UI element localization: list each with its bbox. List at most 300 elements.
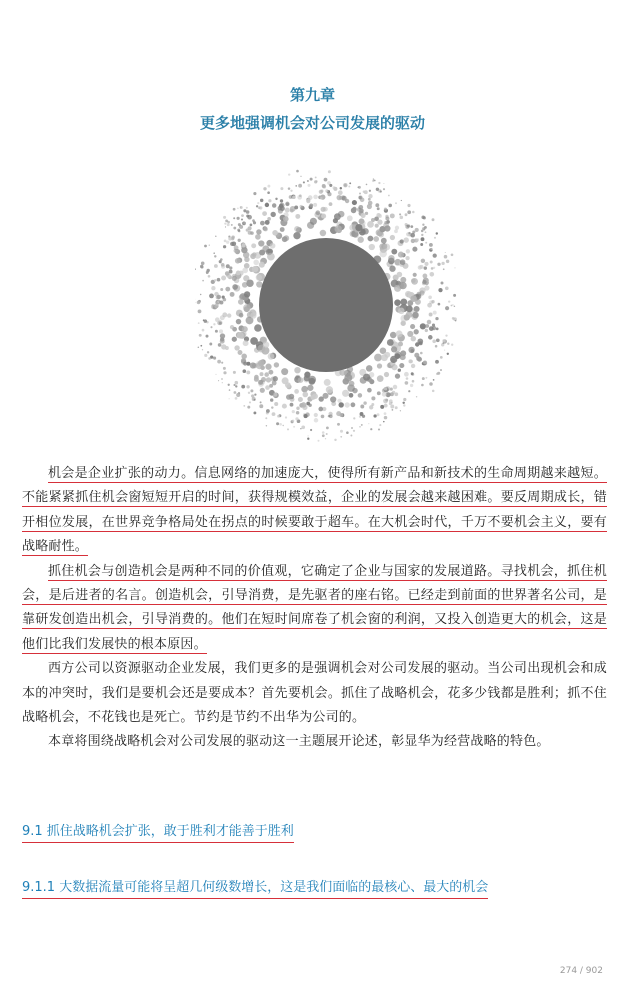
- scatter-dot: [410, 295, 417, 302]
- scatter-dot: [436, 374, 437, 375]
- scatter-dot: [243, 369, 247, 373]
- highlighted-text: 抓住机会与创造机会是两种不同的价值观，它确定了企业与国家的发展道路。寻找机会，抓住机会，是后进者的名言。创造机会，引导消费，是先驱者的座右铭。已经走到前面的世界著名公司，是靠研发创造出机会，引导消费的。他们在短时间席卷了机会窗的利润，又投入创造更大的机会，这是他们比我们发展快的根本原因。: [22, 563, 607, 652]
- scatter-dot: [225, 287, 230, 292]
- scatter-dot: [408, 347, 414, 353]
- scatter-dot: [247, 215, 252, 220]
- scatter-dot: [260, 199, 263, 202]
- scatter-dot: [313, 203, 317, 207]
- section-heading-label: 9.1.1 大数据流量可能将呈超几何级数增长，这是我们面临的最核心、最大的机会: [22, 880, 488, 899]
- scatter-dot: [252, 266, 258, 272]
- scatter-dot: [425, 231, 427, 233]
- scatter-dot: [225, 346, 229, 350]
- scatter-dot: [195, 268, 196, 270]
- scatter-dot: [285, 208, 290, 213]
- scatter-dot: [242, 268, 248, 274]
- scatter-dot: [308, 184, 311, 187]
- scatter-dot: [424, 285, 429, 290]
- paragraph-2: [22, 560, 607, 658]
- page-number: 274 / 902: [559, 966, 603, 976]
- scatter-dot: [423, 274, 428, 279]
- scatter-dot: [274, 402, 278, 406]
- scatter-dot: [340, 430, 343, 433]
- scatter-dot: [320, 197, 323, 200]
- scatter-dot: [406, 249, 410, 253]
- scatter-dot: [430, 261, 433, 264]
- scatter-dot: [326, 433, 328, 435]
- scatter-dot: [237, 229, 240, 232]
- scatter-dot: [262, 211, 267, 216]
- scatter-dot: [231, 224, 233, 226]
- scatter-dot: [257, 202, 259, 204]
- scatter-dot: [222, 295, 225, 298]
- scatter-dot: [425, 242, 427, 244]
- scatter-dot: [391, 402, 393, 404]
- scatter-dot: [423, 228, 425, 230]
- scatter-dot: [256, 281, 262, 287]
- scatter-dot: [209, 293, 214, 298]
- scatter-dot: [422, 377, 425, 380]
- scatter-dot: [248, 392, 250, 394]
- scatter-dot: [293, 426, 295, 428]
- scatter-dot: [298, 377, 304, 383]
- scatter-dot: [391, 249, 397, 255]
- paragraph-4: [22, 730, 607, 754]
- scatter-dot: [408, 232, 410, 234]
- scatter-dot: [219, 329, 223, 333]
- scatter-dot: [219, 300, 223, 304]
- scatter-dot: [300, 205, 303, 208]
- scatter-dot: [400, 410, 401, 411]
- scatter-dot: [233, 371, 236, 374]
- scatter-dot: [433, 379, 435, 381]
- scatter-dot: [250, 362, 256, 368]
- scatter-dot: [204, 245, 207, 248]
- scatter-dot: [373, 236, 379, 242]
- scatter-dot: [350, 435, 352, 437]
- scatter-dot: [345, 402, 350, 407]
- scatter-dot: [316, 180, 318, 182]
- scatter-dot: [403, 404, 405, 406]
- scatter-dot: [377, 363, 382, 368]
- scatter-dot: [394, 299, 401, 306]
- scatter-dot: [339, 413, 343, 417]
- scatter-dot: [421, 237, 425, 241]
- scatter-dot: [406, 377, 409, 380]
- scatter-dot: [359, 218, 365, 224]
- scatter-dot: [379, 244, 385, 250]
- scatter-dot: [405, 291, 412, 298]
- scatter-dot: [260, 401, 262, 403]
- scatter-dot: [246, 229, 249, 232]
- scatter-dot: [384, 404, 388, 408]
- scatter-dot: [428, 295, 432, 299]
- scatter-dot: [379, 250, 387, 258]
- scatter-dot: [276, 422, 279, 425]
- scatter-dot: [412, 247, 417, 252]
- scatter-dot: [408, 204, 410, 206]
- scatter-dot: [265, 364, 271, 370]
- scatter-dot: [225, 226, 226, 227]
- scatter-dot: [243, 340, 249, 346]
- scatter-dot: [359, 193, 361, 195]
- scatter-dot: [410, 233, 415, 238]
- scatter-dot: [411, 278, 418, 285]
- scatter-dot: [213, 252, 215, 254]
- scatter-dot: [217, 295, 221, 299]
- scatter-dot: [272, 203, 276, 207]
- scatter-dot: [272, 381, 277, 386]
- scatter-dot: [246, 279, 254, 287]
- scatter-dot: [253, 411, 256, 414]
- scatter-dot: [425, 324, 429, 328]
- scatter-dot: [400, 259, 406, 265]
- scatter-dot: [337, 423, 340, 426]
- scatter-dot: [219, 260, 222, 263]
- scatter-dot: [373, 414, 376, 417]
- scatter-dot: [198, 347, 200, 349]
- scatter-dot: [431, 267, 434, 270]
- scatter-dot: [368, 423, 369, 424]
- scatter-dot: [433, 311, 437, 315]
- scatter-dot: [254, 324, 262, 332]
- scatter-dot: [436, 338, 440, 342]
- scatter-dot: [258, 240, 264, 246]
- scatter-dot: [217, 278, 221, 282]
- scatter-dot: [432, 339, 436, 343]
- scatter-dot: [309, 203, 313, 207]
- scatter-dot: [425, 377, 427, 379]
- scatter-dot: [216, 374, 217, 375]
- scatter-dot: [252, 219, 255, 222]
- core-circle: [259, 238, 393, 372]
- scatter-dot: [254, 377, 259, 382]
- scatter-dot: [359, 196, 363, 200]
- scatter-dot: [399, 213, 401, 215]
- scatter-dot: [299, 194, 302, 197]
- scatter-dot: [412, 380, 415, 383]
- scatter-dot: [201, 262, 205, 266]
- paragraph-text: 本章将围绕战略机会对公司发展的驱动这一主题展开论述，彰显华为经营战略的特色。: [48, 734, 550, 750]
- scatter-dot: [363, 374, 370, 381]
- scatter-dot: [223, 371, 226, 374]
- scatter-dot: [447, 343, 449, 345]
- scatter-dot: [208, 357, 211, 360]
- scatter-dot: [229, 398, 230, 399]
- scatter-dot: [307, 438, 309, 440]
- scatter-dot: [294, 205, 298, 209]
- scatter-dot: [405, 256, 409, 260]
- scatter-dot: [292, 410, 295, 413]
- scatter-dot: [326, 386, 333, 393]
- scatter-dot: [225, 271, 229, 275]
- scatter-dot: [380, 405, 384, 409]
- scatter-dot: [215, 317, 220, 322]
- paragraph-text: 西方公司以资源驱动企业发展，我们更多的是强调机会对公司发展的驱动。当公司出现机会和成本的冲突时，我们是要机会还是要成本？首先要机会。抓住了战略机会，花多少钱都是胜利；抓不住战略机会，不花钱也是死亡。节约是节约不出华为公司的。: [22, 661, 607, 726]
- scatter-dot: [223, 216, 226, 219]
- scatter-dot: [244, 291, 250, 297]
- scatter-dot: [272, 412, 276, 416]
- scatter-dot: [444, 350, 445, 351]
- scatter-dot: [438, 303, 441, 306]
- scatter-dot: [424, 226, 427, 229]
- scatter-dot: [266, 409, 270, 413]
- scatter-dot: [235, 385, 237, 387]
- scatter-dot: [329, 202, 333, 206]
- scatter-dot: [368, 236, 374, 242]
- scatter-dot: [444, 255, 448, 259]
- scatter-dot: [221, 362, 223, 364]
- scatter-dot: [384, 372, 389, 377]
- scatter-dot: [398, 369, 401, 372]
- scatter-dot: [326, 426, 329, 429]
- scatter-dot: [440, 369, 442, 371]
- scatter-dot: [236, 310, 243, 317]
- scatter-dot: [406, 305, 413, 312]
- scatter-dot: [238, 350, 243, 355]
- scatter-dot: [215, 330, 218, 333]
- scatter-dot: [232, 284, 238, 290]
- scatter-dot: [415, 228, 419, 232]
- scatter-dot: [431, 300, 434, 303]
- scatter-dot: [324, 379, 331, 386]
- scatter-dot: [429, 326, 434, 331]
- scatter-dot: [398, 252, 404, 258]
- scatter-dot: [400, 216, 404, 220]
- scatter-dot: [217, 360, 221, 364]
- scatter-dot: [338, 402, 343, 407]
- scatter-dot: [198, 310, 202, 314]
- scatter-dot: [375, 203, 379, 207]
- scatter-dot: [398, 341, 403, 346]
- scatter-dot: [218, 343, 222, 347]
- scatter-dot: [351, 427, 353, 429]
- scatter-dot: [445, 334, 447, 336]
- scatter-dot: [236, 271, 241, 276]
- scatter-dot: [383, 421, 385, 423]
- scatter-dot: [293, 232, 300, 239]
- scatter-dot: [411, 372, 414, 375]
- scatter-dot: [198, 322, 200, 324]
- scatter-dot: [215, 235, 217, 237]
- scatter-dot: [349, 381, 355, 387]
- scatter-dot: [424, 266, 427, 269]
- scatter-dot: [301, 386, 308, 393]
- scatter-dot: [259, 262, 265, 268]
- scatter-dot: [273, 376, 278, 381]
- scatter-dot: [268, 370, 273, 375]
- scatter-dot: [454, 267, 455, 268]
- scatter-dot: [270, 398, 273, 401]
- scatter-dot: [246, 385, 249, 388]
- scatter-dot: [232, 276, 237, 281]
- scatter-dot: [302, 392, 308, 398]
- scatter-dot: [403, 237, 408, 242]
- scatter-dot: [342, 390, 349, 397]
- scatter-dot: [250, 312, 256, 318]
- scatter-dot: [202, 329, 205, 332]
- scatter-dot: [266, 425, 267, 426]
- scatter-dot: [382, 392, 387, 397]
- scatter-dot: [455, 320, 457, 322]
- scatter-dot: [340, 187, 342, 189]
- scatter-dot: [319, 396, 324, 401]
- scatter-dot: [363, 401, 366, 404]
- scatter-dot: [395, 373, 400, 378]
- scatter-dot: [268, 199, 271, 202]
- scatter-dot: [349, 182, 351, 184]
- scatter-dot: [282, 404, 287, 409]
- scatter-dot: [452, 304, 453, 305]
- section-heading-9-1[interactable]: [22, 820, 294, 839]
- scatter-dot: [378, 428, 380, 430]
- scatter-dot: [279, 423, 282, 426]
- scatter-dot: [419, 290, 424, 295]
- scatter-dot: [358, 393, 363, 398]
- scatter-dot: [379, 226, 385, 232]
- scatter-dot: [265, 220, 270, 225]
- scatter-dot: [285, 382, 291, 388]
- scatter-dot: [309, 378, 316, 385]
- scatter-dot: [238, 223, 241, 226]
- scatter-dot: [237, 332, 244, 339]
- scatter-dot: [218, 380, 219, 381]
- scatter-dot: [394, 392, 398, 396]
- scatter-dot: [275, 198, 277, 200]
- scatter-dot: [407, 331, 413, 337]
- scatter-dot: [328, 170, 331, 173]
- scatter-dot: [374, 217, 379, 222]
- scatter-dot: [445, 252, 446, 253]
- scatter-dot: [256, 205, 258, 207]
- scatter-dot: [281, 368, 288, 375]
- scatter-dot: [256, 229, 261, 234]
- scatter-dot: [221, 263, 225, 267]
- scatter-dot: [357, 187, 359, 189]
- scatter-dot: [283, 235, 289, 241]
- scatter-dot: [265, 417, 267, 419]
- scatter-dot: [271, 406, 273, 408]
- scatter-dot: [229, 270, 233, 274]
- scatter-dot: [307, 435, 308, 436]
- scatter-dot: [334, 439, 336, 441]
- scatter-dot: [234, 245, 239, 250]
- scatter-dot: [360, 412, 364, 416]
- scatter-dot: [210, 326, 212, 328]
- scatter-dot: [329, 414, 333, 418]
- scatter-dot: [435, 317, 438, 320]
- scatter-dot: [206, 335, 209, 338]
- scatter-dot: [265, 203, 269, 207]
- section-heading-9-1-1[interactable]: [22, 876, 488, 895]
- scatter-dot: [296, 407, 299, 410]
- scatter-dot: [364, 190, 368, 194]
- scatter-dot: [277, 415, 280, 418]
- scatter-dot: [451, 344, 453, 346]
- scatter-dot: [369, 244, 375, 250]
- scatter-dot: [249, 401, 251, 403]
- scatter-dot: [434, 237, 436, 239]
- scatter-dot: [208, 275, 211, 278]
- scatter-dot: [391, 364, 397, 370]
- scatter-dot: [285, 202, 289, 206]
- scatter-dot: [312, 393, 318, 399]
- scatter-dot: [443, 268, 445, 270]
- scatter-dot: [368, 201, 373, 206]
- scatter-dot: [366, 365, 373, 372]
- scatter-dot: [256, 274, 262, 280]
- scatter-dot: [333, 186, 336, 189]
- scatter-dot: [224, 222, 226, 224]
- scatter-dot: [233, 227, 236, 230]
- scatter-dot: [231, 236, 234, 239]
- scatter-dot: [223, 367, 226, 370]
- scatter-dot: [227, 313, 231, 317]
- scatter-dot: [377, 207, 380, 210]
- scatter-dot: [405, 381, 409, 385]
- scatter-dot: [325, 189, 328, 192]
- scatter-dot: [349, 393, 354, 398]
- scatter-dot: [428, 335, 433, 340]
- scatter-dot: [233, 384, 235, 386]
- scatter-dot: [258, 380, 263, 385]
- scatter-dot: [440, 356, 443, 359]
- scatter-dot: [314, 418, 319, 423]
- scatter-dot: [416, 238, 419, 241]
- scatter-dot: [384, 416, 388, 420]
- scatter-dot: [321, 207, 326, 212]
- scatter-dot: [200, 294, 201, 295]
- scatter-dot: [251, 243, 256, 248]
- scatter-dot: [313, 195, 318, 200]
- scatter-dot: [367, 388, 372, 393]
- scatter-dot: [429, 243, 433, 247]
- scatter-dot: [315, 176, 317, 178]
- scatter-dot: [329, 184, 332, 187]
- scatter-dot: [369, 190, 371, 192]
- scatter-dot: [408, 390, 410, 392]
- scatter-dot: [414, 353, 419, 358]
- scatter-dot: [274, 362, 279, 367]
- section-heading-label: 9.1 抓住战略机会扩张，敢于胜利才能善于胜利: [22, 824, 294, 843]
- scatter-dot: [324, 178, 328, 182]
- scatter-dot: [387, 339, 394, 346]
- scatter-dot: [407, 224, 410, 227]
- scatter-dot: [390, 388, 393, 391]
- scatter-dot: [396, 330, 403, 337]
- scatter-dot: [232, 337, 237, 342]
- scatter-dot: [237, 207, 239, 209]
- scatter-dot: [388, 195, 390, 197]
- scatter-dot: [424, 262, 428, 266]
- scatter-dot: [412, 312, 419, 319]
- scatter-dot: [267, 185, 270, 188]
- scatter-dot: [421, 384, 424, 387]
- scatter-dot: [344, 374, 352, 382]
- scatter-dot: [453, 294, 456, 297]
- scatter-dot: [214, 264, 218, 268]
- scatter-dot: [258, 360, 264, 366]
- scatter-dot: [306, 402, 310, 406]
- scatter-dot: [374, 354, 382, 362]
- scatter-dot: [422, 224, 424, 226]
- scatter-dot: [342, 196, 347, 201]
- scatter-dot: [375, 224, 379, 228]
- scatter-dot: [230, 292, 235, 297]
- scatter-dot: [252, 252, 256, 257]
- scatter-dot: [234, 391, 237, 394]
- scatter-dot: [213, 357, 216, 360]
- scatter-dot: [244, 257, 249, 262]
